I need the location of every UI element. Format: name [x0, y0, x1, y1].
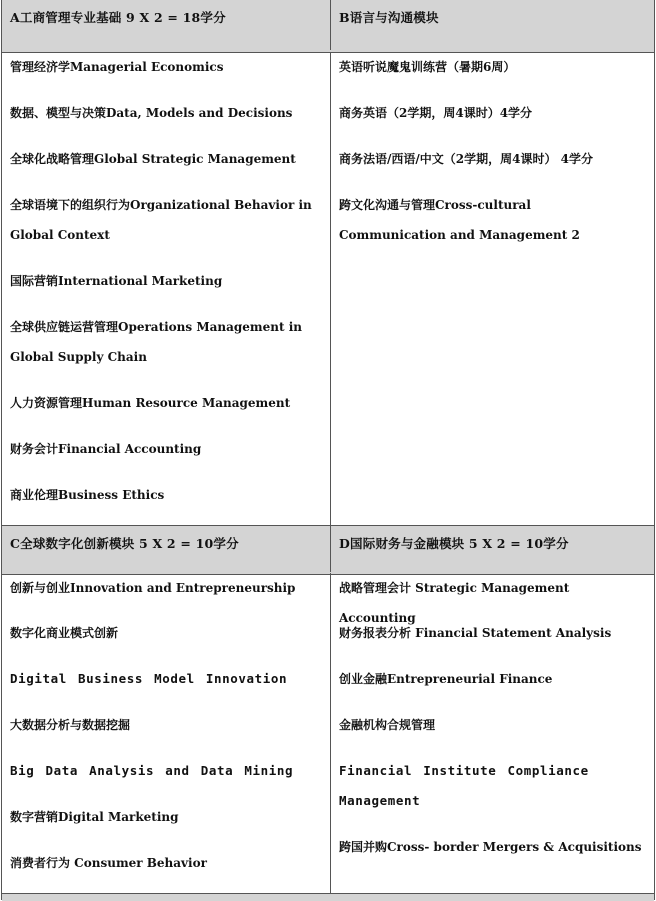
list-item: 大数据分析与数据挖掘 [10, 718, 131, 732]
list-item: 战略管理会计 Strategic Management Accounting [339, 581, 570, 625]
list-item: 全球供应链运营管理Operations Management in Global Supply Chain [10, 320, 302, 364]
header-row-2 [2, 525, 654, 575]
list-item: 数字化商业模式创新 [10, 626, 119, 640]
section-c-title: C全球数字化创新模块 5 X 2 = 10学分 [10, 536, 239, 551]
section-a-title: A工商管理专业基础 9 X 2 = 18学分 [10, 10, 226, 25]
list-item: 全球化战略管理Global Strategic Management [10, 152, 296, 166]
list-item: 金融机构合规管理 [339, 718, 436, 732]
section-c-header [2, 526, 331, 572]
section-c-items [2, 573, 331, 893]
list-item: 创新与创业Innovation and Entrepreneurship [10, 581, 296, 595]
list-item: 管理经济学Managerial Economics [10, 60, 224, 74]
body-row-1 [2, 52, 654, 525]
list-item: 商务英语（2学期，周4课时）4学分 [339, 106, 533, 120]
section-a-header [2, 0, 331, 50]
list-item: 国际营销International Marketing [10, 274, 223, 288]
list-item: Digital Business Model Innovation [10, 671, 288, 686]
section-b-items [331, 52, 654, 525]
list-item: 消费者行为 Consumer Behavior [10, 856, 207, 870]
header-row-1 [2, 0, 654, 53]
list-item: 创业金融Entrepreneurial Finance [339, 672, 553, 686]
list-item: 数字营销Digital Marketing [10, 810, 179, 824]
list-item: 英语听说魔鬼训练营（暑期6周） [339, 60, 516, 74]
list-item: 财务报表分析 Financial Statement Analysis [339, 626, 612, 640]
curriculum-table [1, 0, 655, 900]
list-item: 全球语境下的组织行为Organizational Behavior in Global Context [10, 198, 312, 242]
list-item: 财务会计Financial Accounting [10, 442, 202, 456]
section-d-items [331, 573, 654, 893]
body-row-2 [2, 573, 654, 893]
list-item: 商务法语/西语/中文（2学期，周4课时） 4学分 [339, 152, 593, 166]
list-item: 跨国并购Cross- border Mergers & Acquisitions [339, 840, 642, 854]
list-item: 数据、模型与决策Data, Models and Decisions [10, 106, 293, 120]
section-a-items [2, 52, 331, 525]
section-d-header [331, 526, 654, 572]
section-d-title: D国际财务与金融模块 5 X 2 = 10学分 [339, 536, 569, 551]
list-item: 跨文化沟通与管理Cross-cultural Communication and Management 2 [339, 198, 580, 242]
list-item: 人力资源管理Human Resource Management [10, 396, 291, 410]
list-item: 商业伦理Business Ethics [10, 488, 165, 502]
list-item: Big Data Analysis and Data Mining [10, 763, 294, 778]
section-b-title: B语言与沟通模块 [339, 10, 439, 25]
section-b-header [331, 0, 654, 50]
list-item: Financial Institute Compliance Management [339, 763, 589, 808]
